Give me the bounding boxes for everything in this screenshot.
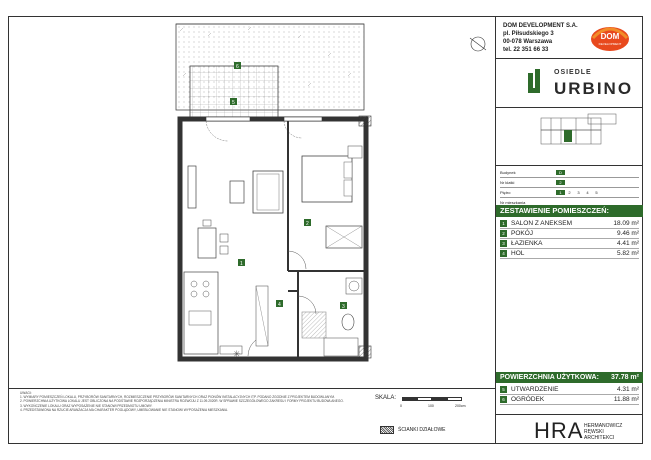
apartment-info-table xyxy=(500,168,639,208)
room-name: SALON Z ANEKSEM xyxy=(511,220,573,227)
company-phone: tel. 22 351 66 33 xyxy=(503,47,549,53)
room-row xyxy=(500,219,639,229)
company-address1: pl. Piłsudskiego 3 xyxy=(503,31,554,37)
info-label: Nr klatki xyxy=(500,180,515,185)
architect-line3: ARCHITEKCI xyxy=(584,435,615,441)
architect-line1: HERMANOWICZ xyxy=(584,423,623,429)
extra-row xyxy=(500,385,639,395)
usable-area-value: 37.78 m² xyxy=(610,374,639,381)
info-row-building xyxy=(500,168,639,178)
info-label: Piętro xyxy=(500,190,511,195)
usable-area-label: POWIERZCHNIA UŻYTKOWA: xyxy=(500,374,599,381)
info-cell: 3 xyxy=(577,190,580,195)
extras-list xyxy=(500,385,639,405)
brand-block xyxy=(496,58,643,108)
architect-logo: HRA xyxy=(534,418,584,443)
company-address2: 00-078 Warszawa xyxy=(503,39,553,45)
room-area: 9.46 m² xyxy=(616,230,639,237)
company-info xyxy=(503,22,578,54)
svg-text:✳: ✳ xyxy=(233,349,241,359)
scale-bar xyxy=(402,397,462,401)
toilet xyxy=(342,314,354,330)
extra-row xyxy=(500,395,639,405)
scale-label: SKALA: xyxy=(375,395,397,401)
rooms-header: ZESTAWIENIE POMIESZCZEŃ: xyxy=(496,205,643,217)
usable-area-bar xyxy=(496,372,643,383)
label-2: 2 xyxy=(306,221,309,227)
label-6: 6 xyxy=(236,64,239,70)
svg-text:DEVELOPMENT: DEVELOPMENT xyxy=(598,42,622,46)
extra-number: 6 xyxy=(500,396,507,403)
shower xyxy=(302,312,326,338)
info-cell: D xyxy=(556,170,565,175)
info-row-floor xyxy=(500,188,639,198)
note-3: 3. WYKOŃCZENIE LOKALU ORAZ WYPOSAŻENIE NIE STANOWI PRZEDMIOTU UMOWY. xyxy=(20,403,153,408)
note-2: 2. POWIERZCHNIA UŻYTKOWA LOKALU JEST OBLICZONA NA PODSTAWIE ROZPORZĄDZENIA MINISTRA ROZWOJU Z 11.09.2020R. W SPRAWIE SZCZEGÓŁOWEGO ZAKRESU I FORMY PROJEKTU BUDOWLANEGO. xyxy=(20,399,344,404)
room-number: 1 xyxy=(500,220,507,227)
info-cell: 4 xyxy=(586,190,589,195)
brand-sub: OSIEDLE xyxy=(554,69,592,76)
room-number: 2 xyxy=(500,230,507,237)
scale-tick-0: 0 xyxy=(400,404,402,408)
info-cell: 1 xyxy=(556,190,565,195)
room-number: 4 xyxy=(500,250,507,257)
urbino-logo-icon xyxy=(526,67,546,95)
walls-legend xyxy=(380,426,446,434)
key-plan-drawing xyxy=(496,108,643,166)
info-cell: 5 xyxy=(595,190,598,195)
paved-area xyxy=(190,66,278,118)
room-row xyxy=(500,229,639,239)
svg-text:DOM: DOM xyxy=(600,32,620,41)
scale-tick-200: 200cm xyxy=(455,404,466,408)
info-label: Nr mieszkania xyxy=(500,200,526,205)
key-plan xyxy=(496,108,643,166)
brand-name: URBINO xyxy=(554,79,634,98)
coffee-table xyxy=(230,181,244,203)
notes-text xyxy=(20,391,350,412)
company-name: DOM DEVELOPMENT S.A. xyxy=(503,23,578,29)
info-cell: 2 xyxy=(556,180,565,185)
walls-legend-label: ŚCIANKI DZIAŁOWE xyxy=(398,427,446,433)
architect-line2: RĘWSKI xyxy=(584,429,604,435)
floor-plan-drawing xyxy=(8,16,495,388)
floor-plan xyxy=(8,16,495,388)
scale-tick-100: 100 xyxy=(428,404,434,408)
room-name: HOL xyxy=(511,250,525,257)
label-1: 1 xyxy=(240,261,243,267)
dining-table xyxy=(198,228,216,258)
label-4: 4 xyxy=(278,302,281,308)
extra-number: 5 xyxy=(500,386,507,393)
hatch-icon xyxy=(380,426,394,434)
note-1: 1. WYMIARY POMIESZCZEŃ LOKALU, PRZYBORÓW SANITARNYCH, ROZMIESZCZENIE PRZYBORÓW SANITARNYCH ORAZ PIONÓW INSTALACYJNYCH ITP. PODANO ZGODNIE Z PROJEKTEM BUDOWLANYM. xyxy=(20,395,335,400)
label-5: 5 xyxy=(232,100,235,106)
architect-name xyxy=(584,423,622,441)
tv-unit xyxy=(188,166,196,208)
note-heading: UWAGI: xyxy=(20,391,32,395)
extra-area: 4.31 m² xyxy=(616,386,639,393)
washer xyxy=(346,278,362,294)
architect-block xyxy=(496,414,643,444)
room-area: 5.82 m² xyxy=(616,250,639,257)
info-row-stair xyxy=(500,178,639,188)
note-4: 4. PRZEDSTAWIONA NA RZUCIE ARANŻACJA MA CHARAKTER POGLĄDOWY, UMEBLOWANIE NIE STANOWI WYPOSAŻENIA MIESZKANIA. xyxy=(20,407,229,412)
extra-name: UTWARDZENIE xyxy=(511,386,559,393)
room-area: 4.41 m² xyxy=(616,240,639,247)
extra-area: 11.88 m² xyxy=(613,396,639,403)
extra-name: OGRÓDEK xyxy=(511,396,545,403)
info-cell: 2 xyxy=(568,190,571,195)
room-name: POKÓJ xyxy=(511,230,534,237)
room-area: 18.09 m² xyxy=(613,220,639,227)
room-row xyxy=(500,249,639,259)
dom-logo xyxy=(590,24,630,52)
info-label: Budynek xyxy=(500,170,516,175)
room-number: 3 xyxy=(500,240,507,247)
room-row xyxy=(500,239,639,249)
rooms-list xyxy=(500,219,639,259)
room-name: ŁAZIENKA xyxy=(511,240,543,247)
label-3: 3 xyxy=(342,304,345,310)
